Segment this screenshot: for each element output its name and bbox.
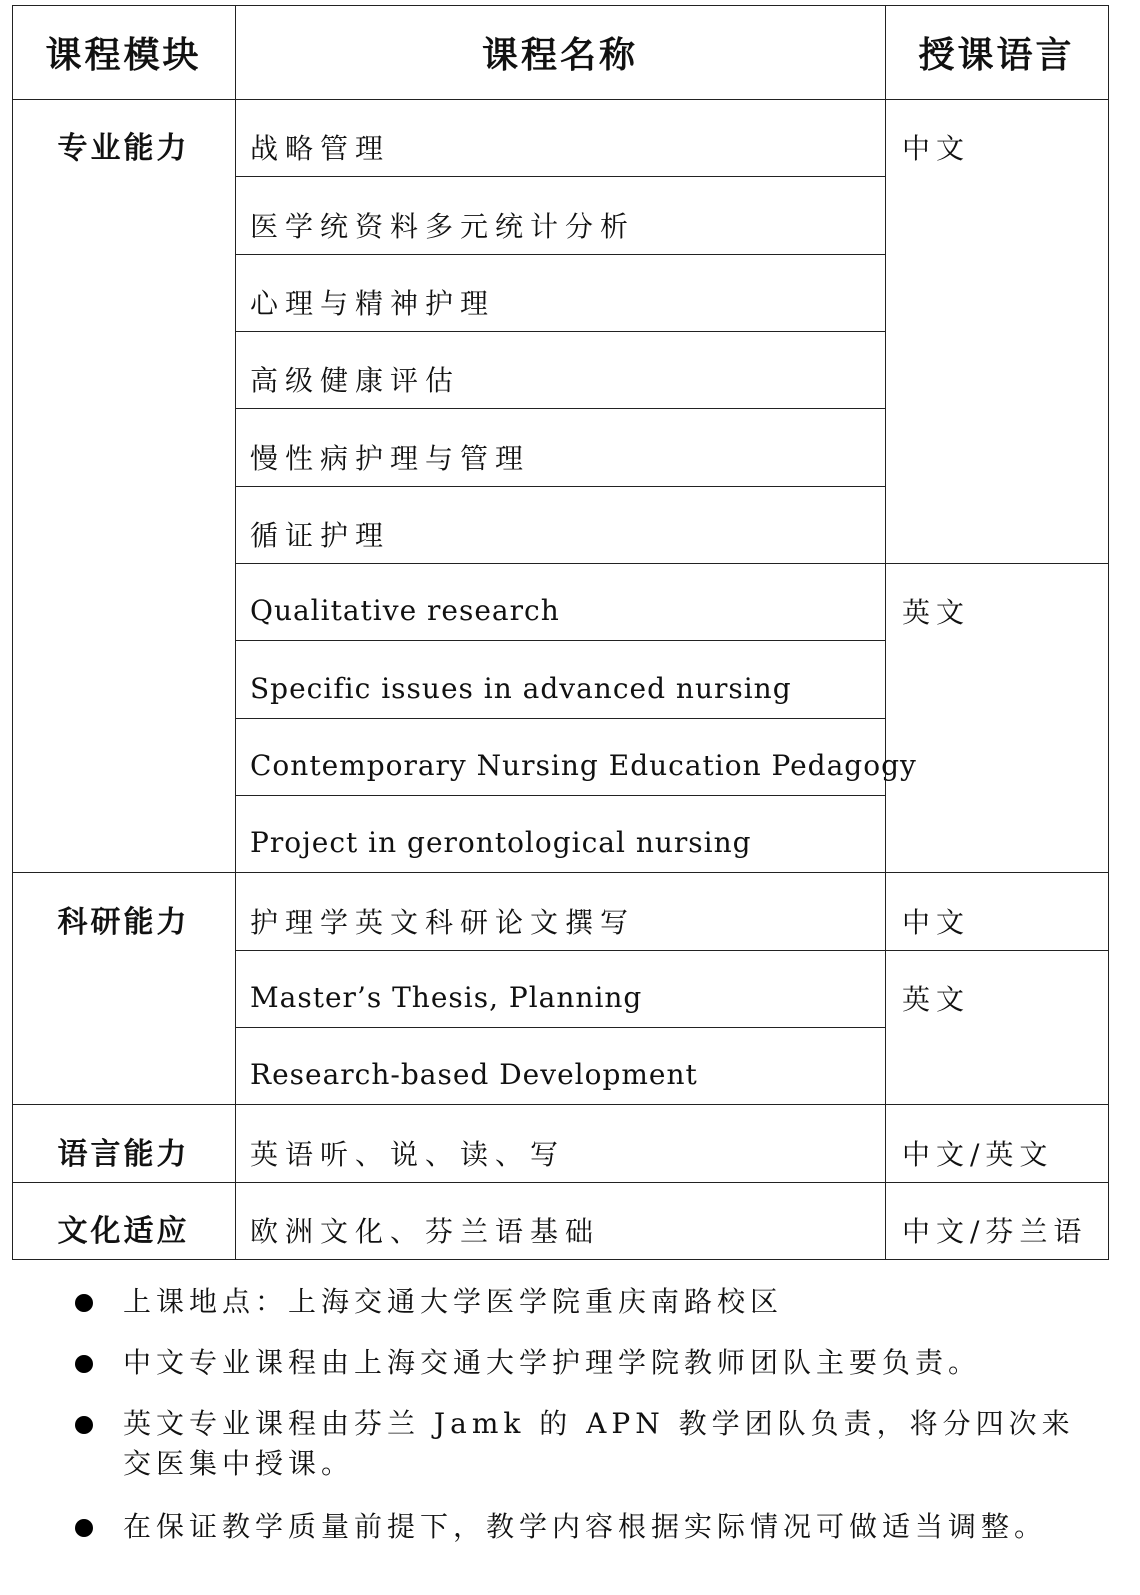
language-english: 英文 — [902, 595, 971, 629]
course-name: 医学统资料多元统计分析 — [250, 209, 636, 243]
module-research: 科研能力 — [57, 904, 190, 940]
course-name: Master’s Thesis, Planning — [250, 981, 643, 1014]
course-name: Qualitative research — [250, 594, 560, 627]
course-name: 循证护理 — [250, 518, 391, 552]
course-name: Specific issues in advanced nursing — [250, 672, 792, 705]
course-name: 英语听、说、读、写 — [250, 1137, 566, 1171]
course-name: 护理学英文科研论文撰写 — [250, 905, 636, 939]
note-text: 上课地点：上海交通大学医学院重庆南路校区 — [123, 1285, 784, 1318]
bullet-icon — [75, 1416, 93, 1434]
language-chinese-english: 中文/英文 — [902, 1137, 1054, 1171]
note-text: 英文专业课程由芬兰 Jamk 的 APN 教学团队负责，将分四次来交医集中授课。 — [123, 1407, 1075, 1480]
course-name: 慢性病护理与管理 — [250, 441, 531, 475]
table-border-right — [1108, 5, 1109, 1260]
note-item — [75, 1507, 1105, 1547]
course-name: Contemporary Nursing Education Pedagogy — [250, 749, 917, 782]
course-name: 心理与精神护理 — [250, 286, 496, 320]
course-name: 高级健康评估 — [250, 363, 461, 397]
note-item — [75, 1343, 1105, 1383]
module-culture: 文化适应 — [57, 1213, 190, 1249]
table-border-left — [12, 5, 13, 1260]
header-language: 授课语言 — [918, 35, 1075, 76]
course-name: Research-based Development — [250, 1058, 698, 1091]
header-course: 课程名称 — [481, 35, 638, 76]
column-divider-2 — [885, 5, 886, 1260]
course-name: Project in gerontological nursing — [250, 826, 752, 859]
note-item — [75, 1404, 1105, 1484]
note-text: 在保证教学质量前提下，教学内容根据实际情况可做适当调整。 — [123, 1510, 1048, 1543]
language-english: 英文 — [902, 982, 971, 1016]
column-divider-1 — [235, 5, 236, 1260]
note-item — [75, 1282, 1105, 1322]
course-name: 战略管理 — [250, 131, 391, 165]
course-name: 欧洲文化、芬兰语基础 — [250, 1214, 601, 1248]
bullet-icon — [75, 1355, 93, 1373]
language-chinese: 中文 — [902, 131, 971, 165]
note-text: 中文专业课程由上海交通大学护理学院教师团队主要负责。 — [123, 1346, 982, 1379]
header-module: 课程模块 — [45, 35, 202, 76]
language-chinese: 中文 — [902, 905, 971, 939]
language-chinese-finnish: 中文/芬兰语 — [902, 1214, 1088, 1248]
module-language: 语言能力 — [57, 1136, 190, 1172]
bullet-icon — [75, 1294, 93, 1312]
module-professional: 专业能力 — [57, 130, 190, 166]
bullet-icon — [75, 1519, 93, 1537]
